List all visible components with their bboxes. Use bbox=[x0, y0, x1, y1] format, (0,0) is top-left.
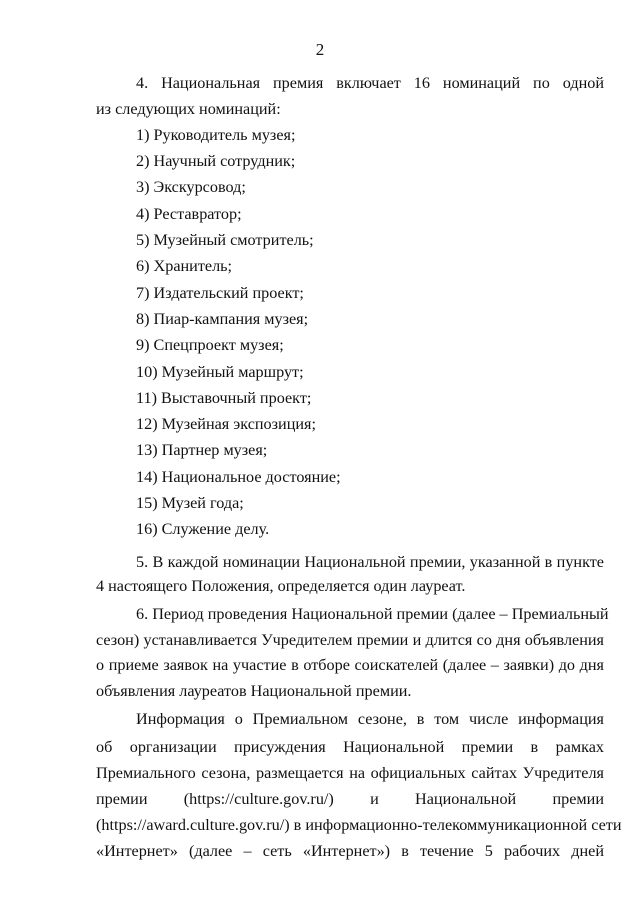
info-line3: Премиального сезона, размещается на официальных сайтах Учредителя bbox=[96, 764, 604, 782]
nomination-item: 1) Руководитель музея; bbox=[136, 126, 296, 144]
nomination-item: 13) Партнер музея; bbox=[136, 441, 268, 459]
nomination-item: 16) Служение делу. bbox=[136, 520, 270, 538]
info-line6: «Интернет» (далее – сеть «Интернет») в течение 5 рабочих дней bbox=[96, 842, 604, 860]
section6-line2: сезон) устанавливается Учредителем премии и длится со дня объявления bbox=[96, 631, 604, 649]
section4-line2: из следующих номинаций: bbox=[96, 100, 281, 118]
nomination-item: 9) Спецпроект музея; bbox=[136, 336, 284, 354]
section6-line3: о приеме заявок на участие в отборе соискателей (далее – заявки) до дня bbox=[96, 656, 604, 674]
nomination-item: 4) Реставратор; bbox=[136, 205, 242, 223]
info-line5: (https://award.culture.gov.ru/) в информационно-телекоммуникационной сети bbox=[96, 816, 622, 834]
nomination-item: 6) Хранитель; bbox=[136, 257, 233, 275]
section5-line2: 4 настоящего Положения, определяется один лауреат. bbox=[96, 577, 466, 595]
nomination-item: 7) Издательский проект; bbox=[136, 284, 304, 302]
nomination-item: 2) Научный сотрудник; bbox=[136, 152, 296, 170]
info-line2: об организации присуждения Национальной премии в рамках bbox=[96, 738, 604, 756]
section6-line4: объявления лауреатов Национальной премии. bbox=[96, 682, 412, 700]
page-number: 2 bbox=[315, 40, 325, 59]
info-line4: премии (https://culture.gov.ru/) и Национальной премии bbox=[96, 790, 604, 808]
info-line1: Информация о Премиальном сезоне, в том числе информация bbox=[136, 710, 604, 728]
nomination-item: 14) Национальное достояние; bbox=[136, 468, 341, 486]
nomination-item: 10) Музейный маршрут; bbox=[136, 363, 304, 381]
nomination-item: 11) Выставочный проект; bbox=[136, 389, 312, 407]
nomination-item: 5) Музейный смотритель; bbox=[136, 231, 314, 249]
section5-line1: 5. В каждой номинации Национальной премии, указанной в пункте bbox=[136, 553, 604, 571]
section4-line1: 4. Национальная премия включает 16 номинаций по одной bbox=[136, 74, 604, 92]
nomination-item: 8) Пиар-кампания музея; bbox=[136, 310, 309, 328]
section6-line1: 6. Период проведения Национальной премии (далее – Премиальный bbox=[136, 605, 609, 623]
nomination-item: 12) Музейная экспозиция; bbox=[136, 415, 316, 433]
nomination-item: 3) Экскурсовод; bbox=[136, 178, 246, 196]
nomination-item: 15) Музей года; bbox=[136, 494, 244, 512]
